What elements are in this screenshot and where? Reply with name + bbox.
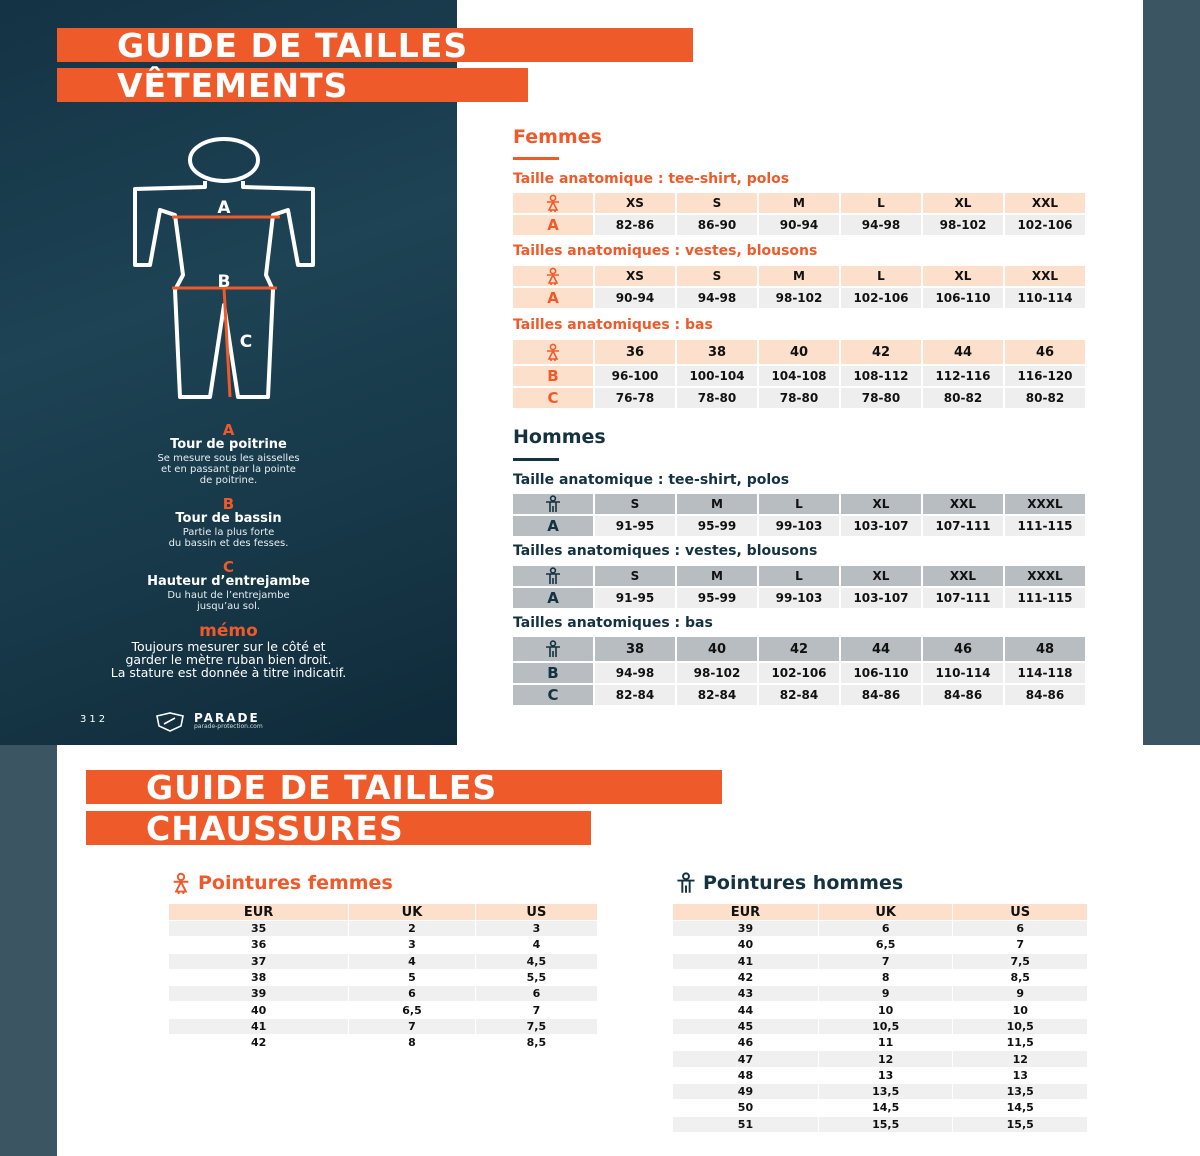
size-cell: 100-104 [677,366,757,386]
size-header: 40 [677,637,757,661]
table-cell: 7 [349,1019,475,1034]
table-cell: 3 [349,937,475,952]
size-header: 48 [1005,637,1085,661]
column-header: US [476,904,597,920]
size-cell: 111-115 [1005,588,1085,608]
femmes-table1 [511,191,1087,237]
brand-name: PARADE [194,711,260,725]
table-cell: 12 [819,1051,953,1066]
table-cell: 6,5 [349,1002,475,1017]
measure-a-line: de poitrine. [199,475,258,486]
size-header: M [759,266,839,286]
figure-head [190,139,258,181]
right-edge-strip [1143,0,1200,745]
female-icon [170,872,192,894]
size-cell: 98-102 [759,288,839,308]
table-cell: 11 [819,1035,953,1050]
hommes-table2 [511,564,1087,610]
size-cell: 102-106 [841,288,921,308]
size-header: S [677,266,757,286]
measure-c-title: Hauteur d’entrejambe [147,574,310,589]
measure-a-title: Tour de poitrine [170,437,287,452]
size-cell: 107-111 [923,516,1003,536]
size-cell: 82-84 [595,685,675,705]
size-cell: 84-86 [841,685,921,705]
size-cell: 98-102 [923,215,1003,235]
size-header: 42 [759,637,839,661]
size-cell: 99-103 [759,516,839,536]
column-header: UK [819,904,953,920]
size-cell: 111-115 [1005,516,1085,536]
size-cell: 95-99 [677,588,757,608]
size-cell: 107-111 [923,588,1003,608]
table-cell: 4,5 [476,954,597,969]
size-cell: 82-84 [759,685,839,705]
memo-line: Toujours mesurer sur le côté et [131,639,326,654]
figure-letter-a: A [217,198,231,218]
pointures-hommes-heading [675,872,903,894]
table-cell: 9 [819,986,953,1001]
size-cell: 78-80 [841,388,921,408]
table-cell: 6 [349,986,475,1001]
size-header: L [841,266,921,286]
size-header: L [841,193,921,213]
row-label: C [513,685,593,705]
size-cell: 78-80 [759,388,839,408]
table-cell: 43 [673,986,818,1001]
table-cell: 41 [169,1019,348,1034]
table-cell: 6 [476,986,597,1001]
table-cell: 6 [953,921,1087,936]
size-cell: 103-107 [841,588,921,608]
pointures-femmes-title: Pointures femmes [198,872,393,894]
hommes-title-rule [513,458,559,461]
size-cell: 94-98 [595,663,675,683]
male-icon [513,494,593,514]
page-number: 312 [80,714,109,725]
size-cell: 103-107 [841,516,921,536]
pointures-hommes-table [672,903,1088,1133]
table-cell: 6,5 [819,937,953,952]
figure-letter-c: C [239,332,253,352]
column-header: UK [349,904,475,920]
measure-c-line: jusqu’au sol. [196,601,261,612]
table-cell: 39 [169,986,348,1001]
size-header: XL [923,266,1003,286]
size-header: L [759,494,839,514]
table-cell: 15,5 [953,1117,1087,1132]
size-header: XXL [1005,193,1085,213]
size-cell: 95-99 [677,516,757,536]
hommes-table1 [511,492,1087,538]
table-cell: 42 [673,970,818,985]
table-cell: 51 [673,1117,818,1132]
size-cell: 82-84 [677,685,757,705]
hommes-table3 [511,635,1087,707]
male-icon [513,566,593,586]
size-header: XL [841,494,921,514]
size-header: 46 [1005,340,1085,364]
body-silhouette-figure [120,135,330,410]
table-cell: 13 [819,1068,953,1083]
column-header: EUR [673,904,818,920]
memo-box [0,622,457,679]
table-cell: 5 [349,970,475,985]
table-cell: 14,5 [819,1100,953,1115]
size-header: XXXL [1005,494,1085,514]
size-header: 42 [841,340,921,364]
table-cell: 13 [953,1068,1087,1083]
row-label: A [513,288,593,308]
size-header: XXL [1005,266,1085,286]
size-header: S [677,193,757,213]
measure-c [0,560,457,612]
table-cell: 4 [476,937,597,952]
size-cell: 80-82 [1005,388,1085,408]
size-cell: 114-118 [1005,663,1085,683]
measure-a [0,423,457,486]
memo-line: garder le mètre ruban bien droit. [125,652,332,667]
table-cell: 7 [819,954,953,969]
table-cell: 48 [673,1068,818,1083]
size-header: XS [595,266,675,286]
size-cell: 84-86 [923,685,1003,705]
table-cell: 38 [169,970,348,985]
row-label: A [513,516,593,536]
size-cell: 104-108 [759,366,839,386]
size-header: M [677,566,757,586]
table-cell: 8,5 [953,970,1087,985]
size-cell: 91-95 [595,516,675,536]
measure-a-line: et en passant par la pointe [161,464,296,475]
table-cell: 10 [819,1002,953,1017]
table-cell: 8 [349,1035,475,1050]
table-cell: 6 [819,921,953,936]
measure-c-letter: C [222,558,234,576]
size-cell: 91-95 [595,588,675,608]
size-cell: 94-98 [841,215,921,235]
size-header: 40 [759,340,839,364]
table-cell: 49 [673,1084,818,1099]
measure-b [0,497,457,549]
female-icon [513,193,593,213]
table-cell: 46 [673,1035,818,1050]
table-cell: 44 [673,1002,818,1017]
size-header: S [595,494,675,514]
size-header: XL [923,193,1003,213]
hommes-table2-subtitle: Tailles anatomiques : vestes, blousons [513,543,818,559]
brand-url: parade-protection.com [194,723,263,730]
size-cell: 110-114 [1005,288,1085,308]
size-cell: 99-103 [759,588,839,608]
male-icon [513,637,593,661]
pointures-femmes-heading [170,872,393,894]
table-cell: 14,5 [953,1100,1087,1115]
measure-a-line: Se mesure sous les aisselles [157,453,300,464]
row-label: C [513,388,593,408]
table-cell: 8 [819,970,953,985]
table-cell: 40 [673,937,818,952]
size-cell: 94-98 [677,288,757,308]
size-header: S [595,566,675,586]
row-label: B [513,663,593,683]
table-cell: 11,5 [953,1035,1087,1050]
size-cell: 84-86 [1005,685,1085,705]
femmes-table1-subtitle: Taille anatomique : tee-shirt, polos [513,171,790,187]
hommes-table3-subtitle: Tailles anatomiques : bas [513,615,713,631]
row-label: B [513,366,593,386]
size-cell: 106-110 [923,288,1003,308]
table-cell: 4 [349,954,475,969]
table-cell: 13,5 [953,1084,1087,1099]
memo-line: La stature est donnée à titre indicatif. [110,665,347,680]
size-header: XXL [923,494,1003,514]
hommes-section-title: Hommes [513,426,606,448]
measure-c-line: Du haut de l’entrejambe [167,590,290,601]
female-icon [513,340,593,364]
table-cell: 3 [476,921,597,936]
table-cell: 40 [169,1002,348,1017]
table-cell: 12 [953,1051,1087,1066]
measure-b-letter: B [222,495,235,513]
size-header: XXL [923,566,1003,586]
size-header: M [759,193,839,213]
size-cell: 112-116 [923,366,1003,386]
table-cell: 35 [169,921,348,936]
size-cell: 102-106 [759,663,839,683]
chaussures-banner-line1: GUIDE DE TAILLES [86,770,722,804]
size-header: XL [841,566,921,586]
table-cell: 7 [476,1002,597,1017]
size-header: 46 [923,637,1003,661]
table-cell: 9 [953,986,1087,1001]
size-cell: 80-82 [923,388,1003,408]
femmes-table2 [511,264,1087,310]
hommes-table1-subtitle: Taille anatomique : tee-shirt, polos [513,472,790,488]
table-cell: 42 [169,1035,348,1050]
vetements-banner-line2: VÊTEMENTS [57,68,528,102]
table-cell: 36 [169,937,348,952]
size-cell: 110-114 [923,663,1003,683]
size-cell: 90-94 [759,215,839,235]
size-cell: 82-86 [595,215,675,235]
femmes-title-rule [513,157,559,160]
row-label: A [513,215,593,235]
table-cell: 15,5 [819,1117,953,1132]
femmes-table3 [511,338,1087,410]
table-cell: 37 [169,954,348,969]
size-header: 38 [595,637,675,661]
table-cell: 5,5 [476,970,597,985]
size-header: M [677,494,757,514]
table-cell: 10,5 [953,1019,1087,1034]
femmes-section-title: Femmes [513,126,602,148]
table-cell: 47 [673,1051,818,1066]
size-header: 36 [595,340,675,364]
measure-a-letter: A [222,421,235,439]
pointures-hommes-title: Pointures hommes [703,872,904,894]
pointures-femmes-table [168,903,598,1051]
table-cell: 7 [953,937,1087,952]
column-header: EUR [169,904,348,920]
column-header: US [953,904,1087,920]
table-cell: 10 [953,1002,1087,1017]
figure-letter-b: B [217,272,231,292]
size-header: L [759,566,839,586]
table-cell: 2 [349,921,475,936]
measure-b-title: Tour de bassin [175,511,282,526]
femmes-table3-subtitle: Tailles anatomiques : bas [513,317,713,333]
table-cell: 7,5 [476,1019,597,1034]
memo-title: mémo [199,621,258,641]
femmes-table2-subtitle: Tailles anatomiques : vestes, blousons [513,243,818,259]
size-cell: 78-80 [677,388,757,408]
table-cell: 7,5 [953,954,1087,969]
size-header: XS [595,193,675,213]
chaussures-banner-line2: CHAUSSURES [86,811,591,845]
measure-b-line: du bassin et des fesses. [168,538,289,549]
measure-b-line: Partie la plus forte [182,527,275,538]
size-cell: 108-112 [841,366,921,386]
parade-logo-icon [155,712,185,732]
vetements-banner-line1: GUIDE DE TAILLES [57,28,693,62]
table-cell: 39 [673,921,818,936]
size-cell: 76-78 [595,388,675,408]
table-cell: 41 [673,954,818,969]
size-cell: 116-120 [1005,366,1085,386]
row-label: A [513,588,593,608]
size-header: 44 [841,637,921,661]
size-header: 38 [677,340,757,364]
size-cell: 98-102 [677,663,757,683]
table-cell: 10,5 [819,1019,953,1034]
table-cell: 45 [673,1019,818,1034]
left-edge-strip [0,745,57,1156]
size-header: 44 [923,340,1003,364]
size-cell: 86-90 [677,215,757,235]
table-cell: 13,5 [819,1084,953,1099]
size-header: XXXL [1005,566,1085,586]
table-cell: 50 [673,1100,818,1115]
size-cell: 102-106 [1005,215,1085,235]
size-cell: 106-110 [841,663,921,683]
male-icon [675,872,697,894]
size-cell: 90-94 [595,288,675,308]
table-cell: 8,5 [476,1035,597,1050]
size-cell: 96-100 [595,366,675,386]
female-icon [513,266,593,286]
